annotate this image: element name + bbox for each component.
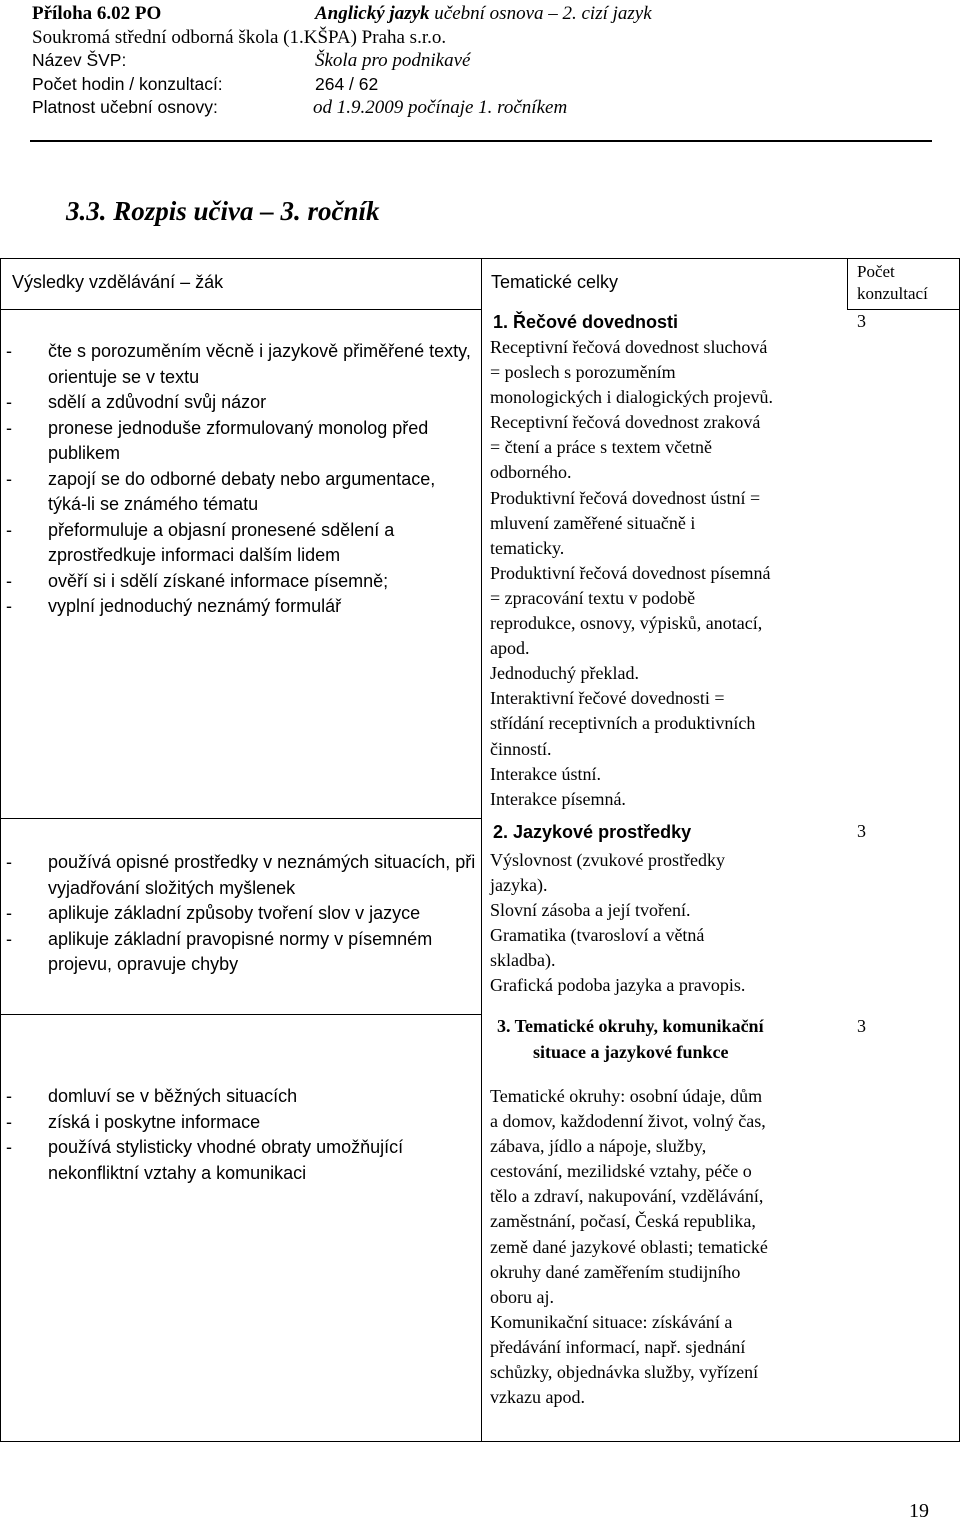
- list-item: - domluví se v běžných situacích: [6, 1086, 298, 1106]
- row-divider-2: [0, 1014, 482, 1015]
- topic-title-2: 2. Jazykové prostředky: [493, 822, 692, 842]
- list-item: - přeformuluje a objasní pronesené sdělení a zprostředkuje informaci dalším lidem: [6, 519, 395, 565]
- topic-title-3-line-1: 3. Tematické okruhy, komunikační: [497, 1016, 764, 1036]
- list-item: - získá i poskytne informace: [6, 1111, 261, 1132]
- syllabus-descriptor: učební osnova – 2. cizí jazyk: [434, 3, 652, 24]
- appendix-label: Příloha 6.02 PO: [32, 3, 162, 24]
- topic-title-1: 1. Řečové dovednosti: [493, 312, 679, 332]
- column-divider-2: [847, 258, 848, 310]
- column-header-outcomes: Výsledky vzdělávání – žák: [12, 272, 224, 292]
- validity-label: Platnost učební osnovy:: [32, 97, 218, 117]
- hours-value: 264 / 62: [315, 73, 379, 94]
- header-line-5: [32, 96, 932, 120]
- validity-value: od 1.9.2009 počínaje 1. ročníkem: [313, 97, 568, 118]
- list-item: - zapojí se do odborné debaty nebo argumentace, týká-li se známého tématu: [6, 468, 436, 514]
- header-divider: [30, 140, 932, 142]
- header-line-4: [32, 73, 932, 97]
- school-name: Soukromá střední odborná škola (1.KŠPA) Praha s.r.o.: [32, 26, 447, 48]
- outcomes-list-3: [0, 1084, 478, 1186]
- subject-name: Anglický jazyk: [315, 3, 430, 24]
- table-border-top: [0, 258, 960, 259]
- header-row-divider-left: [0, 309, 482, 310]
- topic-content-3: Tematické okruhy: osobní údaje, dům a domov, každodenní život, volný čas, zábava, jídlo a nápoje, služby, cestování, mezilidské vztahy, péče o tělo a zdraví, nakupování, vzdělávání, zaměstnání, počasí, Česká republika, země dané jazykové oblasti; tematické okruhy dané zaměřením studijního oboru aj. Komunikační situace: získávání a předávání informací, např. sjednání schůzky, objednávka služby, vyřízení vzkazu apod.: [490, 1086, 768, 1408]
- header-line-1: [32, 2, 932, 26]
- table-border-bottom: [0, 1441, 960, 1442]
- svp-label: Název ŠVP:: [32, 50, 127, 70]
- list-item: - ověří si i sdělí získané informace písemně;: [6, 570, 389, 591]
- topic-content-2: Výslovnost (zvukové prostředky jazyka). Slovní zásoba a její tvoření. Gramatika (tvarosloví a větná skladba). Grafická podoba jazyka a pravopis.: [490, 850, 746, 996]
- document-header: [32, 2, 932, 120]
- list-item: - vyplní jednoduchý neznámý formulář: [6, 596, 342, 616]
- row-divider-1: [0, 818, 482, 819]
- column-divider-1: [481, 258, 482, 1442]
- consultation-count-1: 3: [857, 311, 866, 331]
- header-line-3: [32, 49, 932, 73]
- topic-content-1: Receptivní řečová dovednost sluchová = poslech s porozuměním monologických i dialogických projevů. Receptivní řečová dovednost zraková = čtení a práce s textem včetně odborného. Produktivní řečová dovednost ústní = mluvení zaměřené situačně i tematicky. Produktivní řečová dovednost písemná = zpracování textu v podobě reprodukce, osnovy, výpisků, anotací, apod. Jednoduchý překlad. Interaktivní řečové dovednosti = střídání receptivních a produktivních činností. Interakce ústní. Interakce písemná.: [490, 337, 773, 809]
- svp-value: Škola pro podnikavé: [315, 50, 471, 71]
- column-header-count: Počet konzultací: [857, 262, 928, 303]
- list-item: - pronese jednoduše zformulovaný monolog před publikem: [6, 417, 429, 463]
- list-item: - používá stylisticky vhodné obraty umožňující nekonfliktní vztahy a komunikaci: [6, 1137, 404, 1183]
- curriculum-table: [0, 258, 960, 1442]
- list-item: - sdělí a zdůvodní svůj názor: [6, 392, 267, 412]
- list-item: - čte s porozuměním věcně i jazykově přiměřené texty, orientuje se v textu: [6, 341, 471, 387]
- list-item: - používá opisné prostředky v neznámých situacích, při vyjadřování složitých myšlenek: [6, 852, 476, 898]
- topic-title-3-line-2: situace a jazykové funkce: [533, 1042, 729, 1062]
- header-line-2: [32, 26, 932, 50]
- hours-label: Počet hodin / konzultací:: [32, 73, 223, 94]
- consultation-count-2: 3: [857, 821, 866, 841]
- list-item: - aplikuje základní způsoby tvoření slov v jazyce: [6, 903, 421, 923]
- section-title: 3.3. Rozpis učiva – 3. ročník: [66, 196, 380, 226]
- list-item: - aplikuje základní pravopisné normy v písemném projevu, opravuje chyby: [6, 928, 433, 974]
- outcomes-list-2: [0, 850, 478, 978]
- column-header-topics: Tematické celky: [491, 272, 619, 292]
- outcomes-list-1: [0, 339, 478, 620]
- consultation-count-3: 3: [857, 1016, 866, 1036]
- header-row-divider-right: [848, 309, 960, 310]
- page-number: 19: [909, 1500, 929, 1522]
